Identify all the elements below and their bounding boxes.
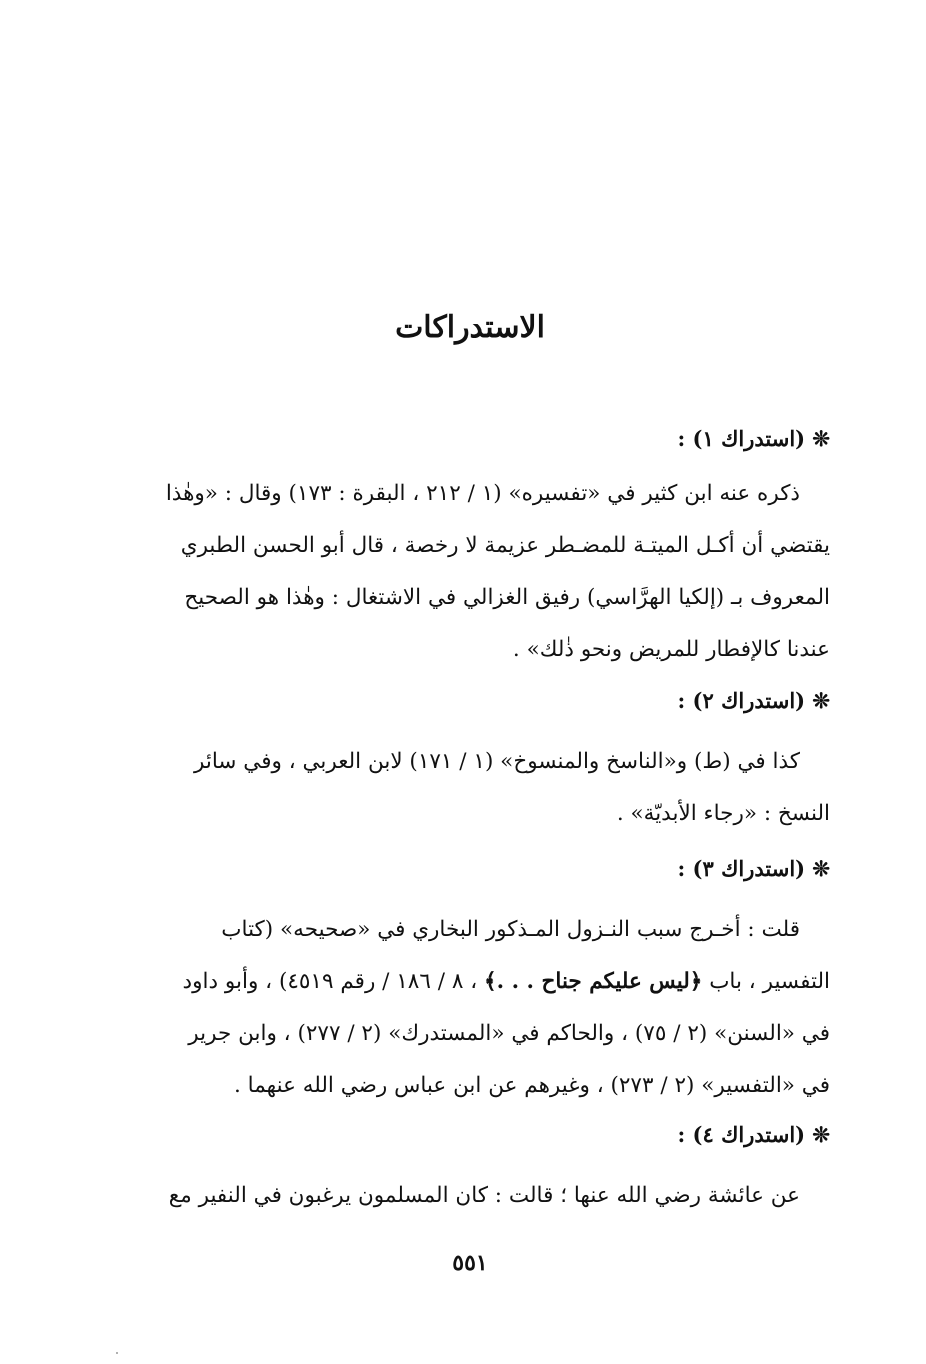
paragraph-line: يقتضي أن أكـل الميتـة للمضـطر عزيمة لا رخصة ، قال أبو الحسن الطبري bbox=[180, 533, 830, 558]
section-paragraph-2 bbox=[110, 736, 830, 840]
section-heading-1: ❊ (استدراك ١) : bbox=[677, 426, 830, 451]
paragraph-line: المعروف بـ (إلكيا الهرَّاسي) رفيق الغزالي في الاشتغال : وهٰذا هو الصحيح bbox=[184, 585, 830, 610]
line-text: التفسير ، باب bbox=[702, 969, 830, 994]
book-page bbox=[110, 0, 830, 1364]
section-heading-4: ❊ (استدراك ٤) : bbox=[677, 1122, 830, 1147]
paragraph-line: كذا في (ط) و«الناسخ والمنسوخ» (١ / ١٧١) لابن العربي ، وفي سائر bbox=[194, 749, 800, 774]
paragraph-line: قلت : أخـرج سبب النـزول المـذكور البخاري في «صحيحه» (كتاب bbox=[221, 917, 800, 942]
scan-speck bbox=[116, 1352, 118, 1354]
paragraph-line: النسخ : «رجاء الأبديّة» . bbox=[616, 801, 830, 826]
section-paragraph-4 bbox=[110, 1170, 830, 1222]
section-paragraph-3 bbox=[110, 904, 830, 1112]
paragraph-line: عن عائشة رضي الله عنها ؛ قالت : كان المسلمون يرغبون في النفير مع bbox=[168, 1183, 800, 1208]
paragraph-line bbox=[110, 956, 830, 1008]
section-heading-3: ❊ (استدراك ٣) : bbox=[677, 856, 830, 881]
page-number: ٥٥١ bbox=[452, 1250, 488, 1276]
quran-quote: ﴿ليس عليكم جناح . . .﴾ bbox=[484, 969, 703, 994]
paragraph-line: ذكره عنه ابن كثير في «تفسيره» (١ / ٢١٢ ، البقرة : ١٧٣) وقال : «وهٰذا bbox=[165, 481, 800, 506]
page-title: الاستدراكات bbox=[395, 310, 545, 345]
section-paragraph-1 bbox=[110, 468, 830, 676]
line-text: ، ٨ / ١٨٦ / رقم ٤٥١٩) ، وأبو داود bbox=[182, 969, 484, 994]
paragraph-line: في «التفسير» (٢ / ٢٧٣) ، وغيرهم عن ابن عباس رضي الله عنهما . bbox=[234, 1073, 830, 1098]
paragraph-line: في «السنن» (٢ / ٧٥) ، والحاكم في «المستدرك» (٢ / ٢٧٧) ، وابن جرير bbox=[188, 1021, 830, 1046]
paragraph-line: عندنا كالإفطار للمريض ونحو ذٰلك» . bbox=[512, 637, 830, 662]
section-heading-2: ❊ (استدراك ٢) : bbox=[677, 688, 830, 713]
